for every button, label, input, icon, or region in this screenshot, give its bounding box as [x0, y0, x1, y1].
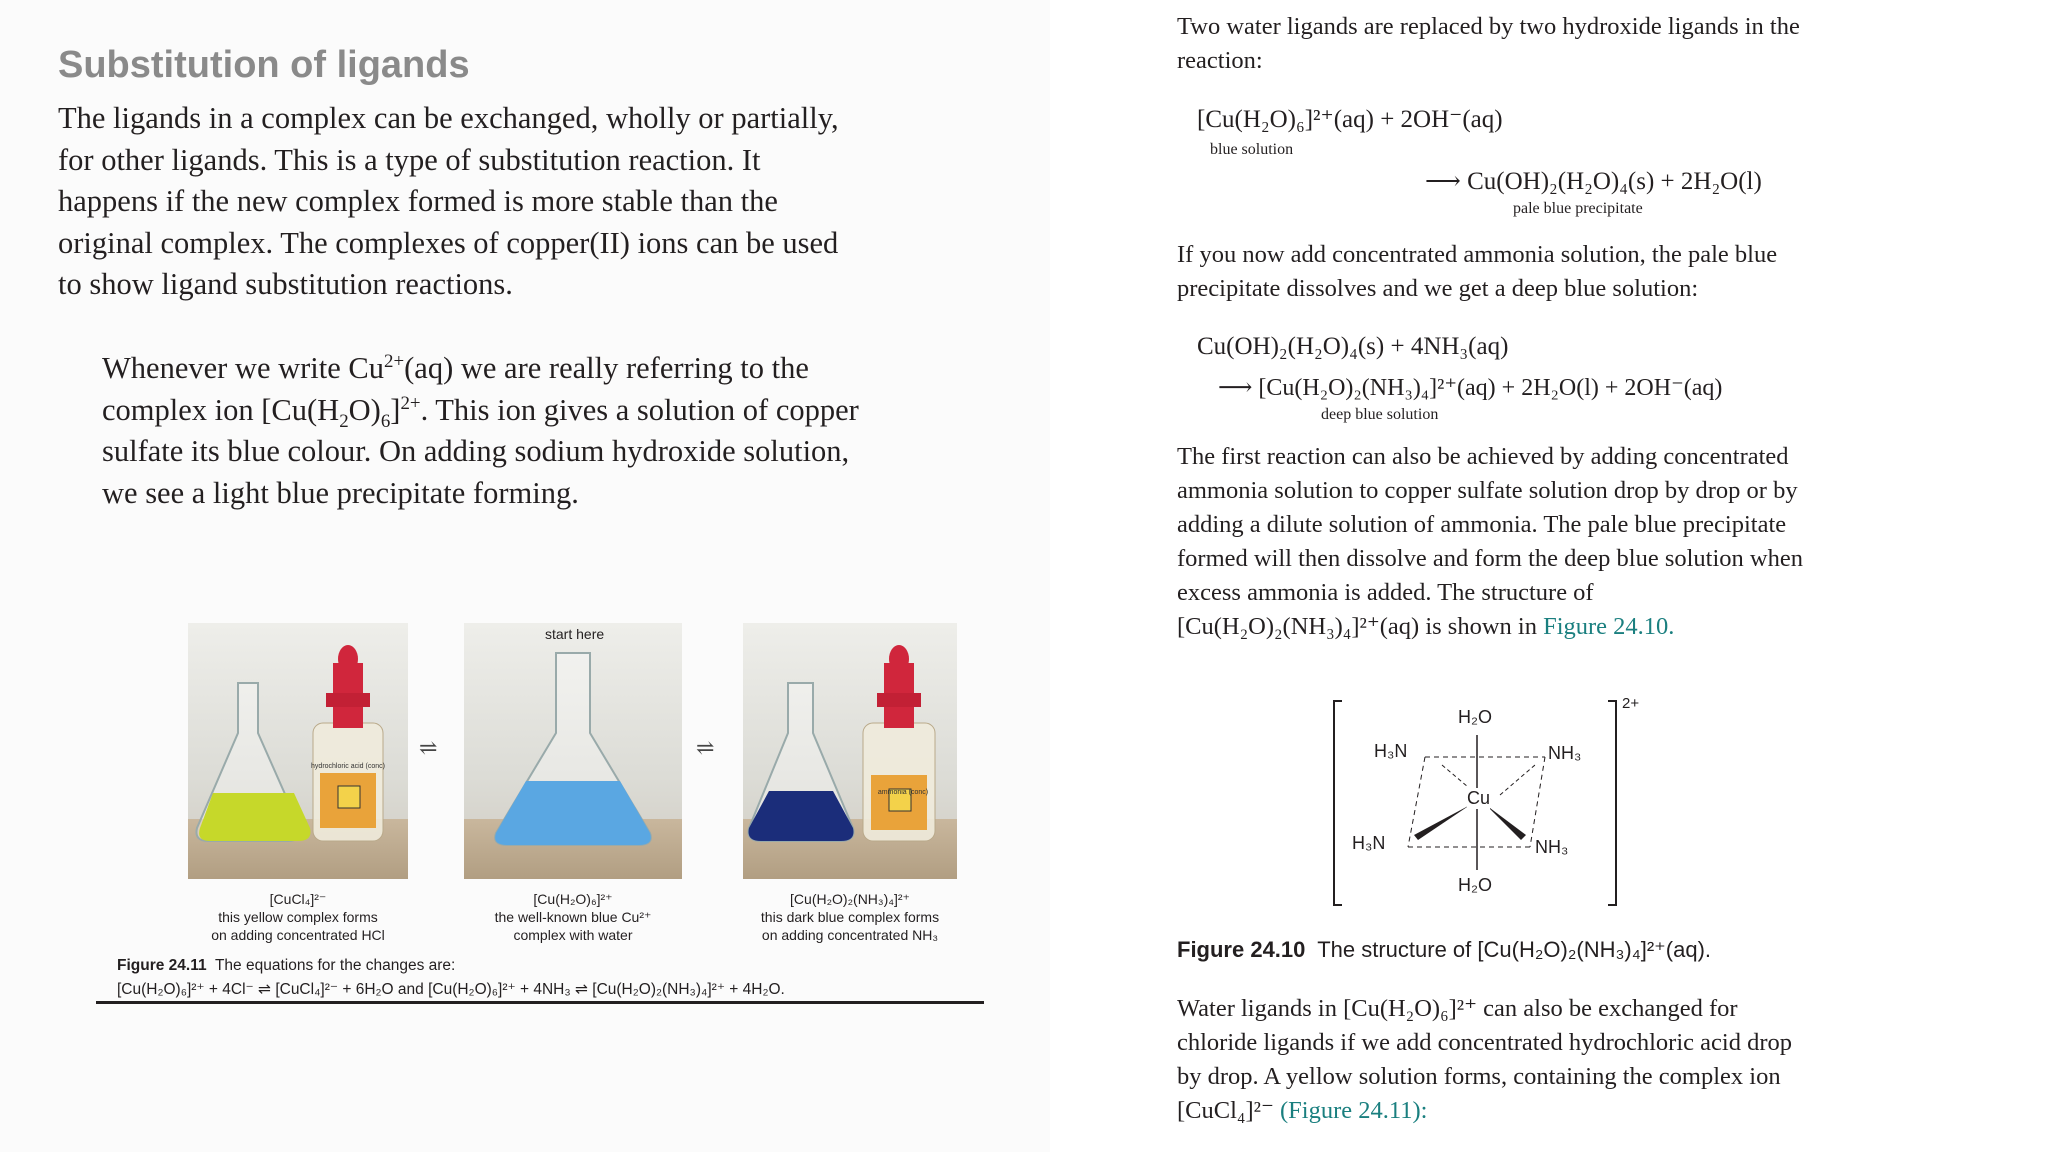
paragraph-water-ligands: Two water ligands are replaced by two hydroxide ligands in the reaction: [1177, 13, 1800, 74]
ligand-lower-left: H₃N [1352, 833, 1386, 853]
equation-1-right-note: pale blue precipitate [1513, 200, 1643, 217]
p2-text-a: Whenever we write Cu [102, 351, 385, 385]
p2-text-b: (aq) we are really referring to the complex ion [Cu(H [102, 351, 809, 427]
figure-24-10-label: Figure 24.10 [1177, 937, 1306, 962]
photo-dark-blue-complex [743, 623, 957, 879]
bottle-label-ammonia: ammonia (conc) [877, 789, 929, 796]
p4-text: Water ligands in [Cu(H₂O)₆]²⁺ can also be exchanged for chloride ligands if we add concentrated hydrochloric acid drop by drop. A yellow solution forms, containing the complex ion [CuCl₄]²⁻ [1177, 995, 1792, 1124]
ligand-bottom: H₂O [1458, 875, 1492, 895]
figure-24-11-text: The equations for the changes are: [214, 957, 456, 974]
p2-text-e: . This ion gives a solution of copper sulfate its blue colour. On adding sodium hydroxide solution, we see a light blue precipitate forming. [102, 392, 859, 510]
caption-line2-2: complex with water [513, 927, 633, 943]
p2-sub6: 6 [380, 410, 391, 432]
p3-text: The first reaction can also be achieved by adding concentrated ammonia solution to copper sulfate solution drop by drop or by adding a dilute solution of ammonia. The pale blue precipitate formed will then dissolve and form the deep blue solution when excess ammonia is added. The structure of [Cu(H₂O)₂(NH₃)₄]²⁺(aq) is shown in [1177, 443, 1803, 640]
ligand-top: H₂O [1458, 707, 1492, 727]
paragraph-complex-ion [58, 348, 892, 514]
equation-1-note: blue solution [1210, 141, 1294, 158]
section-heading: Substitution of ligands [58, 44, 470, 86]
photo-yellow-complex [188, 623, 408, 879]
photo-caption-blue [464, 890, 682, 944]
ligand-upper-right: NH₃ [1548, 743, 1582, 763]
paragraph-intro: The ligands in a complex can be exchanged, wholly or partially, for other ligands. This is a type of substitution reaction. It happens if the new complex formed is more stable than the original complex. The complexes of copper(II) ions can be used to show ligand substitution reactions. [58, 101, 839, 301]
paragraph-chloride-ligands [1177, 992, 1817, 1128]
caption-line1-2: the well-known blue Cu²⁺ [494, 909, 652, 925]
photo-caption-dark-blue [743, 890, 957, 944]
bottle-label-hcl: hydrochloric acid (conc) [311, 763, 385, 770]
flask-dark-blue-illustration [743, 623, 957, 879]
metal-center: Cu [1467, 788, 1491, 808]
p2-text-d: ] [390, 392, 401, 427]
caption-line2-3: on adding concentrated NH₃ [761, 927, 939, 943]
paragraph-first-reaction [1177, 440, 1817, 644]
ligand-lower-right: NH₃ [1535, 837, 1569, 857]
caption-formula-2: [Cu(H₂O)₆]²⁺ [533, 891, 613, 907]
caption-formula-1: [CuCl₄]²⁻ [269, 891, 327, 907]
photo-caption-yellow [188, 890, 408, 944]
photo-blue-complex [464, 623, 682, 879]
p2-text-c: O) [348, 392, 381, 427]
caption-formula-3: [Cu(H₂O)₂(NH₃)₄]²⁺ [790, 891, 910, 907]
ligand-upper-left: H₃N [1374, 741, 1408, 761]
p2-sup: 2+ [384, 350, 405, 372]
link-figure-24-11[interactable]: (Figure 24.11): [1280, 1097, 1428, 1124]
figure-rule [96, 1001, 984, 1004]
complex-charge: 2+ [1622, 695, 1640, 712]
flask-blue-illustration [464, 623, 682, 879]
link-figure-24-10[interactable]: Figure 24.10. [1543, 613, 1675, 640]
figure-24-11-equations: [Cu(H₂O)₆]²⁺ + 4Cl⁻ ⇌ [CuCl₄]²⁻ + 6H₂O and [Cu(H₂O)₆]²⁺ + 4NH₃ ⇌ [Cu(H₂O)₂(NH₃)₄]²⁺ + 4H₂O. [117, 981, 785, 998]
p2-sup2: 2+ [400, 392, 421, 414]
caption-line1-3: this dark blue complex forms [760, 909, 940, 925]
paragraph-ammonia: If you now add concentrated ammonia solution, the pale blue precipitate dissolves and we get a deep blue solution: [1177, 241, 1778, 302]
start-here-label: start here [545, 626, 605, 642]
p2-sub2: 2 [339, 410, 349, 432]
caption-line2-1: on adding concentrated HCl [211, 927, 385, 943]
figure-24-10-caption [1177, 937, 1711, 963]
equation-2-left: Cu(OH)₂(H₂O)₄(s) + 4NH₃(aq) [1197, 333, 1509, 360]
equation-2-right: ⟶ [Cu(H₂O)₂(NH₃)₄]²⁺(aq) + 2H₂O(l) + 2OH⁻(aq) [1218, 375, 1723, 401]
figure-24-10-text: The structure of [Cu(H₂O)₂(NH₃)₄]²⁺(aq). [1317, 937, 1712, 962]
equation-1-right: ⟶ Cu(OH)₂(H₂O)₄(s) + 2H₂O(l) [1425, 168, 1762, 195]
figure-24-11-caption [117, 954, 1017, 1002]
equilibrium-arrow-1: ⇌ [419, 735, 438, 760]
flask-yellow-illustration [188, 623, 408, 879]
structure-diagram [1330, 695, 1640, 910]
equation-2-note: deep blue solution [1321, 406, 1439, 423]
equilibrium-arrow-2: ⇌ [696, 735, 715, 760]
figure-24-11-label: Figure 24.11 [117, 957, 207, 974]
caption-line1-1: this yellow complex forms [218, 909, 378, 925]
equation-1-left: [Cu(H₂O)₆]²⁺(aq) + 2OH⁻(aq) [1197, 106, 1503, 133]
